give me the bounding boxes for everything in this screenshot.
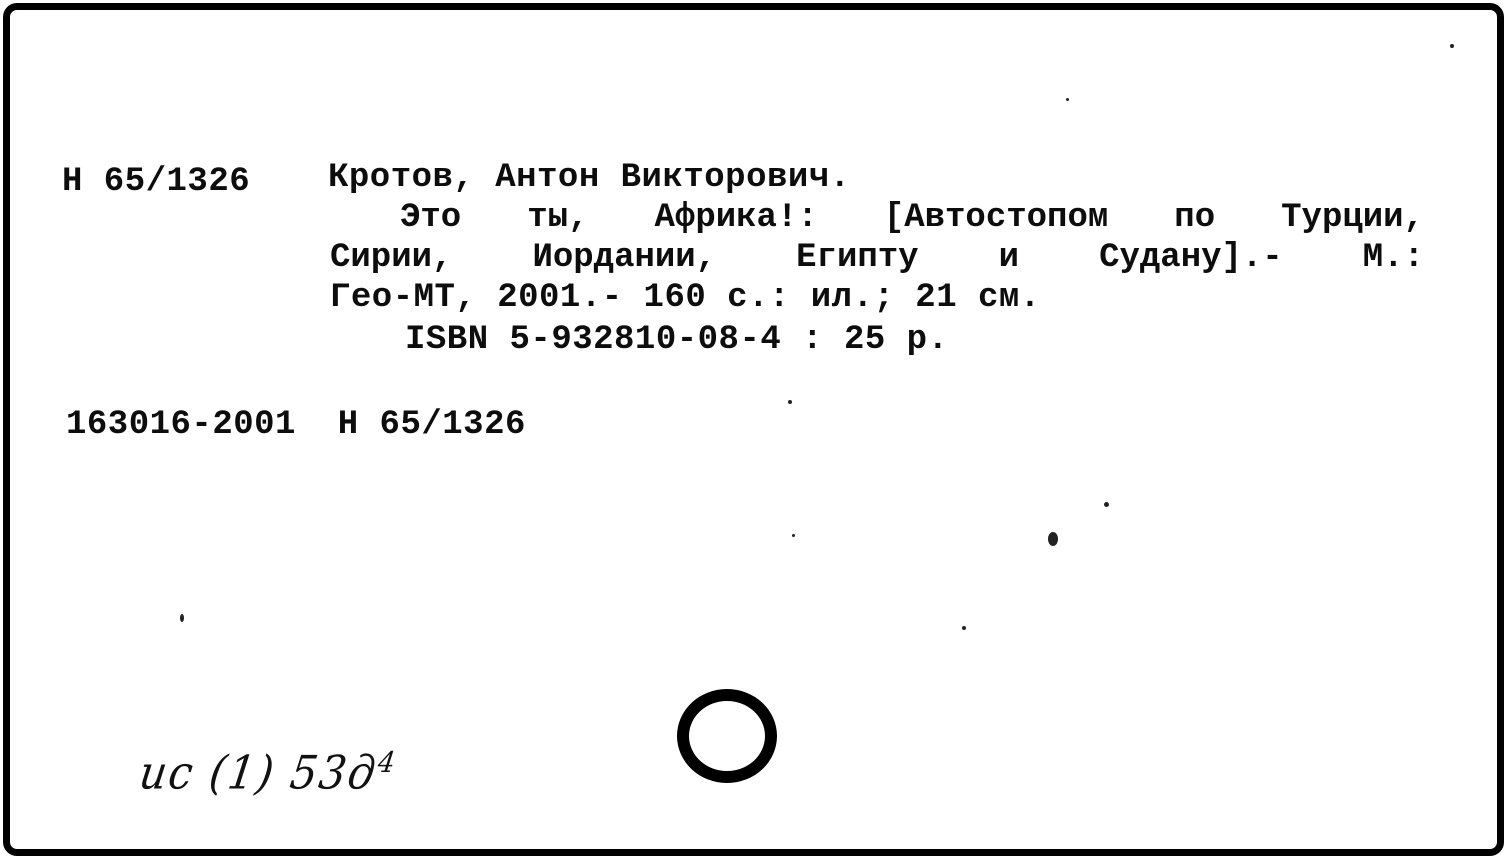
author-line: Кротов, Антон Викторович. <box>328 159 851 197</box>
ink-speck <box>788 400 792 404</box>
title-word: и <box>998 239 1020 277</box>
title-word: ты, <box>527 199 589 237</box>
title-word: М.: <box>1362 239 1424 277</box>
imprint-line: Гео-МТ, 2001.- 160 с.: ил.; 21 см. <box>330 279 1041 317</box>
title-word: Турции, <box>1281 199 1424 237</box>
title-line-2 <box>330 238 1424 278</box>
ink-speck <box>792 534 795 537</box>
punch-hole <box>677 689 777 783</box>
title-word: Это <box>400 199 462 237</box>
title-word: Иордании, <box>532 239 717 277</box>
title-word: Сирии, <box>330 239 453 277</box>
handwritten-note <box>136 746 399 800</box>
ink-speck <box>1104 502 1109 507</box>
handwritten-superscript: 4 <box>375 746 400 780</box>
title-line-1 <box>400 198 1424 238</box>
title-word: Африка!: <box>654 199 818 237</box>
ink-speck <box>180 614 184 622</box>
shelfmark: Н 65/1326 <box>62 163 251 201</box>
title-word: Египту <box>796 239 919 277</box>
isbn-line: ISBN 5-932810-08-4 : 25 р. <box>405 321 949 359</box>
ink-speck <box>962 626 966 630</box>
handwritten-text: ис (1) 53д <box>136 745 381 800</box>
title-word: Судану].- <box>1099 239 1283 277</box>
ink-speck <box>1450 44 1454 48</box>
ink-speck <box>1048 532 1058 546</box>
accession-line: 163016-2001 Н 65/1326 <box>66 406 526 444</box>
title-word: по <box>1174 199 1216 237</box>
ink-speck <box>1066 98 1069 101</box>
title-word: [Автостопом <box>883 199 1109 237</box>
